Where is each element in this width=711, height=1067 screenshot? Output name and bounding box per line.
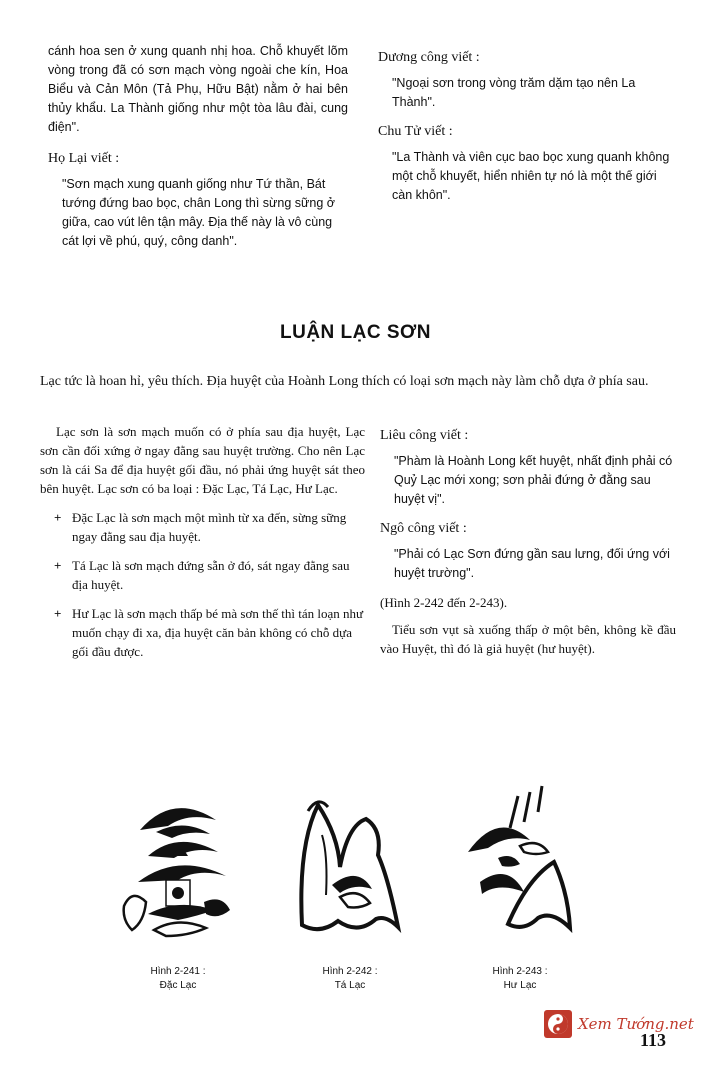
ngo-cong-heading: Ngô công viết : [380,521,467,536]
caption-name: Hư Lạc [503,980,537,991]
top-right-column [378,48,678,215]
ho-lai-quote: "Sơn mạch xung quanh giống như Tứ thần, Bát tướng đứng bao bọc, chân Long thì sừng sững ở giữa, cao vút lên tận mây. Địa thế này là vô cùng cát lợi về phú, quý, công danh". [62,177,335,248]
duong-cong-heading: Dương công viết : [378,50,480,65]
lieu-cong-heading: Liêu công viết : [380,428,469,443]
caption-figure-241 [108,965,248,993]
yin-yang-icon [544,1010,572,1038]
figure-reference: (Hình 2-242 đến 2-243). [380,595,508,610]
watermark-text: Xem Tướng.net [578,1015,694,1033]
figure-hu-lac [458,782,578,942]
caption-figure-243 [450,965,590,993]
bullet-mark: + [54,510,62,525]
bullet-text: Tá Lạc là sơn mạch đứng sẵn ở đó, sát ngay đằng sau địa huyệt. [72,558,350,592]
figure-ta-lac [288,785,418,945]
lieu-cong-quote: "Phàm là Hoành Long kết huyệt, nhất định phải có Quỷ Lạc mới xong; sơn phải đứng ở đằng sau huyệt vị". [394,454,673,506]
page-number: 113 [640,1030,667,1050]
ho-lai-heading: Họ Lại viết : [48,151,120,166]
duong-cong-quote: "Ngoại sơn trong vòng trăm dặm tạo nên La Thành". [392,76,636,109]
ngo-cong-quote: "Phải có Lạc Sơn đứng gần sau lưng, đối ứng với huyệt trường". [394,547,670,580]
bullet-ta-lac [40,556,365,594]
caption-label: Hình 2-241 : [150,966,206,977]
right-column [380,426,676,658]
continued-paragraph: cánh hoa sen ở xung quanh nhị hoa. Chỗ khuyết lõm vòng trong đã có sơn mạch vòng ngoài che kín, Hoa Biểu và Cản Môn (Tả Phụ, Hữu Bật) nằm ở hai bên thủy khẩu. La Thành giống như một tòa lâu đài, cung điện". [48,44,348,134]
caption-figure-242 [280,965,420,993]
bullet-mark: + [54,558,62,573]
caption-name: Tá Lạc [334,980,366,991]
tieu-son-paragraph: Tiểu sơn vụt sà xuống thấp ở một bên, không kề đầu vào Huyệt, thì đó là giả huyệt (hư huyệt). [380,622,676,656]
bullet-hu-lac [40,604,365,661]
left-column [40,422,365,671]
top-left-column [48,42,348,261]
caption-label: Hình 2-242 : [322,966,378,977]
bullet-dac-lac [40,508,365,546]
chu-tu-heading: Chu Tử viết : [378,124,453,139]
figure-dac-lac [118,790,248,950]
chu-tu-quote: "La Thành và viên cục bao bọc xung quanh không một chỗ khuyết, hiển nhiên tự nó là một thế giới càn khôn". [392,150,670,202]
intro-paragraph: Lạc tức là hoan hỉ, yêu thích. Địa huyệt của Hoành Long thích có loại sơn mạch này làm chỗ dựa ở phía sau. [40,374,649,389]
section-title: LUẬN LẠC SƠN [280,322,431,343]
caption-name: Đặc Lạc [159,980,197,991]
lac-son-paragraph: Lạc sơn là sơn mạch muốn có ở phía sau địa huyệt, Lạc sơn cần đối xứng ở ngay đằng sau huyệt trường. Cho nên Lạc sơn là cái Sa để địa huyệt gối đầu, nó phải ứng huyệt sát theo bên huyệt. Lạc sơn có ba loại : Đặc Lạc, Tá Lạc, Hư Lạc. [40,424,365,496]
bullet-mark: + [54,606,62,621]
bullet-text: Đặc Lạc là sơn mạch một mình từ xa đến, sừng sững ngay đằng sau địa huyệt. [72,510,347,544]
watermark-logo [544,1010,694,1038]
bullet-text: Hư Lạc là sơn mạch thấp bé mà sơn thế thì tán loạn như muốn chạy đi xa, địa huyệt căn bản không có chỗ dựa gối đầu được. [72,606,364,659]
caption-label: Hình 2-243 : [492,966,548,977]
